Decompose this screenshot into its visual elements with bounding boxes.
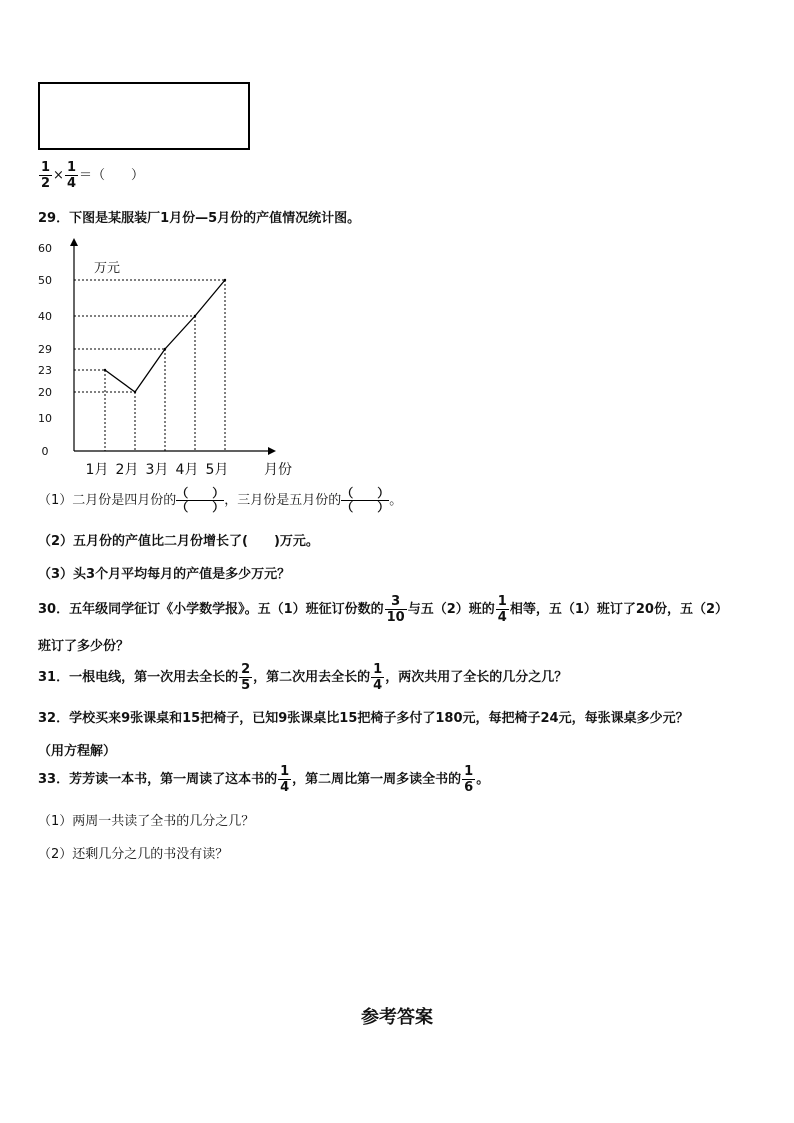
q30-line1: 30．五年级同学征订《小学数学报》。五（1）班征订份数的 $\frac{3}{10}$ 与五（2）班的 $\frac{1}{4}$ 相等，五（1）班订了20份，五（2） — [38, 594, 729, 625]
q31-text: 31．一根电线，第一次用去全长的 $\frac{2}{5}$ ，第二次用去全长的 $\frac{1}{4}$ ，两次共用了全长的几分之几？ — [38, 662, 568, 693]
q29-blank-fraction-2: （ ） （ ） — [341, 486, 390, 515]
x-tick-label: 3月 — [145, 462, 169, 478]
q29-sub2: （2）五月份的产值比二月份增长了( )万元。 — [38, 534, 319, 549]
q28-expression: $\frac{1}{2}$ × $\frac{1}{4}$ ＝（ ） — [41, 160, 145, 191]
q31-fraction-1: $\frac{2}{5}$ — [241, 662, 251, 693]
series-line — [105, 280, 225, 392]
y-tick-label: 60 — [38, 242, 52, 255]
y-tick-label: 20 — [38, 386, 52, 399]
q30-fraction-1: $\frac{3}{10}$ — [386, 594, 405, 625]
y-tick-label: 40 — [38, 310, 52, 323]
x-axis-arrow — [268, 447, 276, 455]
q28-answer-blank: ＝（ ） — [79, 168, 145, 183]
x-tick-label: 2月 — [115, 462, 139, 478]
answer-box — [38, 82, 250, 150]
x-axis-label: 月份 — [264, 462, 292, 478]
q33-sub1: （1）两周一共读了全书的几分之几？ — [38, 814, 255, 829]
q29-sub3: （3）头3个月平均每月的产值是多少万元？ — [38, 567, 291, 582]
y-tick-label: 10 — [38, 412, 52, 425]
q29-sub1: （1）二月份是四月份的 （ ） （ ） ，三月份是五月份的 （ ） （ ） 。 — [38, 486, 403, 515]
production-line-chart — [30, 236, 310, 481]
q33-fraction-1: $\frac{1}{4}$ — [280, 764, 290, 795]
q28-fraction-1: $\frac{1}{2}$ — [41, 160, 51, 191]
q28-fraction-2: $\frac{1}{4}$ — [66, 160, 76, 191]
q33-sub2: （2）还剩几分之几的书没有读？ — [38, 847, 229, 862]
q32-text: 32．学校买来9张课桌和15把椅子，已知9张课桌比15把椅子多付了180元，每把椅子24元，每张课桌多少元？ — [38, 711, 689, 726]
y-axis-arrow — [70, 238, 78, 246]
y-tick-label: 0 — [41, 445, 49, 458]
q31-fraction-2: $\frac{1}{4}$ — [373, 662, 383, 693]
q32-note: （用方程解） — [38, 744, 117, 759]
q29-blank-fraction-1: （ ） （ ） — [176, 486, 225, 515]
y-tick-label: 29 — [38, 343, 52, 356]
q30-line2: 班订了多少份？ — [38, 639, 130, 654]
y-unit-label: 万元 — [94, 261, 121, 276]
q30-fraction-2: $\frac{1}{4}$ — [497, 594, 507, 625]
q33-fraction-2: $\frac{1}{6}$ — [464, 764, 474, 795]
x-tick-label: 4月 — [175, 462, 199, 478]
y-tick-label: 23 — [38, 364, 52, 377]
x-tick-label: 5月 — [205, 462, 229, 478]
q29-title: 29．下图是某服装厂1月份—5月份的产值情况统计图。 — [38, 211, 361, 226]
answer-section-title: 参考答案 — [361, 1007, 433, 1028]
q33-text: 33．芳芳读一本书，第一周读了这本书的 $\frac{1}{4}$ ，第二周比第一周多读全书的 $\frac{1}{6}$ 。 — [38, 764, 490, 795]
y-tick-label: 50 — [38, 274, 52, 287]
x-tick-label: 1月 — [85, 462, 109, 478]
